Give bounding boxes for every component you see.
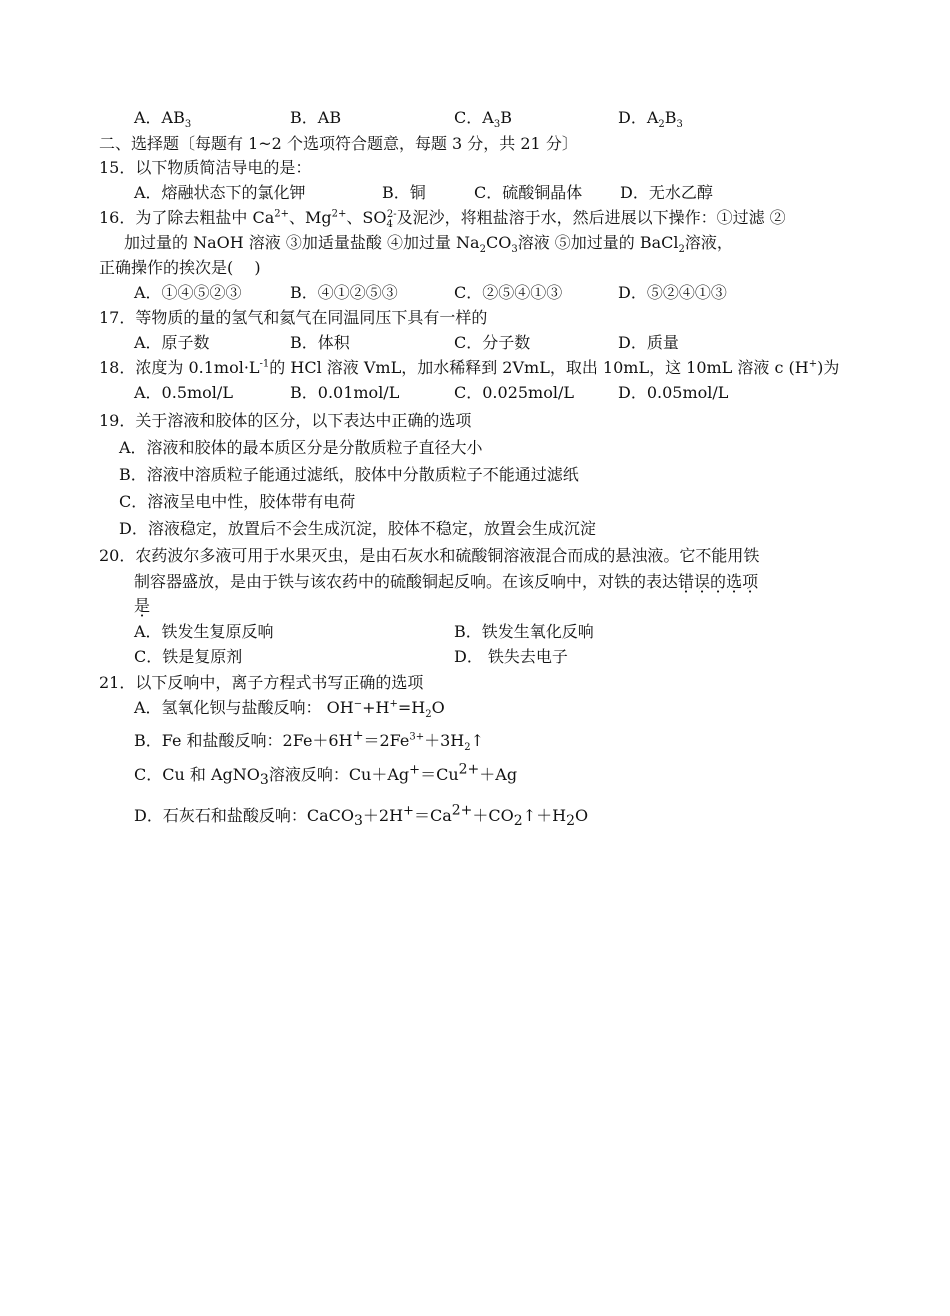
stem-text: 18．浓度为 0.1mol·L: [99, 358, 260, 377]
subscript: 2: [678, 244, 685, 256]
q21-option-a: [134, 698, 445, 721]
q14-option-a: [134, 108, 192, 131]
subscript: 3: [511, 244, 518, 256]
option-text: D．A: [618, 108, 659, 127]
subscript: 2: [658, 119, 665, 131]
option-text: +H: [362, 698, 390, 717]
q17-option-b: B．体积: [290, 333, 350, 352]
option-text: B．AB: [290, 108, 342, 127]
emphasis-char: 错: [678, 572, 695, 591]
q20-stem-line1: 20．农药波尔多液可用于水果灭虫，是由石灰水和硫酸铜溶液混合而成的悬浊液。它不能用铁: [99, 546, 760, 565]
q16-option-c: C．②⑤④①③: [454, 283, 563, 302]
superscript: 2+: [331, 208, 347, 220]
emphasis-char: 项: [742, 572, 759, 591]
subscript: 3: [353, 813, 363, 830]
option-text: ↑＋H: [522, 806, 567, 825]
superscript: +: [409, 762, 421, 778]
stem-text: 溶液，: [684, 233, 733, 252]
stem-text: 16．为了除去粗盐中 Ca: [99, 208, 275, 227]
option-text: O: [431, 698, 445, 717]
superscript: +: [352, 728, 364, 744]
stem-text: 加过量的 NaOH 溶液 ③加适量盐酸 ④加过量 Na: [124, 233, 480, 252]
subscript: 4: [386, 219, 393, 231]
q19-stem: 19．关于溶液和胶体的区分，以下表达中正确的选项: [99, 411, 472, 430]
q20-stem-line3: [134, 596, 150, 616]
q16-stem-line3: 正确操作的挨次是( ): [99, 258, 261, 277]
superscript: −: [353, 698, 363, 710]
stem-text: 制容器盛放，是由于铁与该农药中的硫酸铜起反响。在该反响中，对铁的表达: [134, 572, 679, 591]
subscript: 3: [676, 119, 683, 131]
option-text: A．氢氧化钡与盐酸反响： OH: [134, 698, 354, 717]
q20-option-b: B．铁发生氧化反响: [454, 622, 594, 641]
q14-option-b: [290, 108, 341, 128]
subscript: 3: [259, 772, 269, 789]
subscript: 2: [566, 813, 575, 830]
q19-option-d: D．溶液稳定，放置后不会生成沉淀，胶体不稳定，放置会生成沉淀: [119, 519, 596, 538]
option-text: ＋Ag: [479, 765, 518, 784]
q15-option-d: D．无水乙醇: [620, 183, 713, 202]
superscript: 2+: [451, 802, 473, 819]
q20-option-c: C．铁是复原剂: [134, 647, 243, 666]
q15-option-b: B．铜: [382, 183, 426, 202]
option-text: 溶液反响：Cu＋Ag: [268, 765, 410, 784]
superscript: 2-: [386, 208, 397, 220]
emphasis-char: 误: [694, 572, 711, 591]
stem-text: 及泥沙，将粗盐溶于水，然后进展以下操作：①过滤 ②: [396, 208, 786, 227]
q16-stem-line2: [124, 233, 733, 256]
q16-stem-line1: [99, 208, 786, 231]
q21-option-c: [134, 761, 518, 789]
q17-stem: 17．等物质的量的氢气和氦气在同温同压下具有一样的: [99, 308, 488, 327]
option-text: ＝2Fe: [363, 731, 410, 750]
option-text: B: [500, 108, 512, 127]
q21-option-b: [134, 728, 485, 754]
stem-text: )为: [817, 358, 840, 377]
subscript: 2: [425, 709, 432, 721]
section-heading: 二、选择题〔每题有 1~2 个选项符合题意，每题 3 分，共 21 分〕: [99, 134, 578, 153]
stem-text: 溶液 ⑤加过量的 BaCl: [517, 233, 679, 252]
q18-option-c: C．0.025mol/L: [454, 383, 574, 402]
q18-stem: [99, 358, 839, 378]
superscript: +: [808, 358, 818, 370]
q19-option-c: C．溶液呈电中性，胶体带有电荷: [119, 492, 356, 511]
q14-option-d: [618, 108, 683, 131]
q14-option-c: [454, 108, 512, 131]
q21-option-d: [134, 802, 589, 830]
emphasis-char: 选: [726, 572, 743, 591]
q18-option-b: B．0.01mol/L: [290, 383, 400, 402]
q17-option-c: C．分子数: [454, 333, 531, 352]
option-text: D．石灰石和盐酸反响：CaCO: [134, 806, 354, 825]
option-text: ＝Ca: [413, 806, 452, 825]
subscript: 2: [479, 244, 486, 256]
q15-stem: 15．以下物质简洁导电的是：: [99, 158, 312, 177]
option-text: ＋3H: [424, 731, 465, 750]
superscript: 2+: [458, 761, 480, 778]
subscript: 2: [464, 742, 471, 754]
stem-text: 、Mg: [288, 208, 332, 227]
q16-option-b: B．④①②⑤③: [290, 283, 398, 302]
q16-option-a: A．①④⑤②③: [134, 283, 242, 302]
superscript: 3+: [409, 731, 425, 743]
q18-option-a: A．0.5mol/L: [134, 383, 233, 402]
q15-option-a: A．熔融状态下的氯化钾: [134, 183, 306, 202]
superscript: +: [389, 698, 398, 710]
option-text: ＝Cu: [420, 765, 459, 784]
q20-option-d: D． 铁失去电子: [454, 647, 568, 666]
q19-option-b: B．溶液中溶质粒子能通过滤纸，胶体中分散质粒子不能通过滤纸: [119, 465, 579, 484]
superscript: +: [403, 803, 414, 819]
q17-option-a: A．原子数: [134, 333, 210, 352]
subscript: 3: [184, 119, 192, 131]
q19-option-a: A．溶液和胶体的最本质区分是分散质粒子直径大小: [119, 438, 483, 457]
q20-option-a: A．铁发生复原反响: [134, 622, 274, 641]
superscript: 2+: [274, 208, 289, 220]
q15-option-c: C．硫酸铜晶体: [474, 183, 583, 202]
option-text: B．Fe 和盐酸反响：2Fe＋6H: [134, 731, 353, 750]
stem-text: 的 HCl 溶液 VmL，加水稀释到 2VmL，取出 10mL，这 10mL 溶液 c (H: [269, 358, 809, 377]
superscript: -1: [259, 358, 270, 370]
subscript: 2: [513, 813, 523, 830]
option-text: =H: [397, 698, 426, 717]
option-text: O: [574, 806, 589, 825]
option-text: ↑: [470, 731, 485, 750]
q16-option-d: D．⑤②④①③: [618, 283, 727, 302]
stem-text: 、SO: [346, 208, 387, 227]
option-text: C．Cu 和 AgNO: [134, 765, 260, 784]
emphasis-char: 是: [134, 596, 151, 615]
stem-text: CO: [485, 233, 512, 252]
option-text: B: [664, 108, 677, 127]
option-text: A．AB: [134, 108, 185, 127]
option-text: ＋CO: [472, 806, 514, 825]
q17-option-d: D．质量: [618, 333, 679, 352]
q21-stem: 21．以下反响中，离子方程式书写正确的选项: [99, 673, 424, 692]
emphasis-char: 的: [710, 572, 727, 591]
q20-stem-line2: [134, 572, 758, 592]
q18-option-d: D．0.05mol/L: [618, 383, 729, 402]
option-text: ＋2H: [362, 806, 404, 825]
subscript: 3: [493, 119, 501, 131]
option-text: C．A: [454, 108, 494, 127]
